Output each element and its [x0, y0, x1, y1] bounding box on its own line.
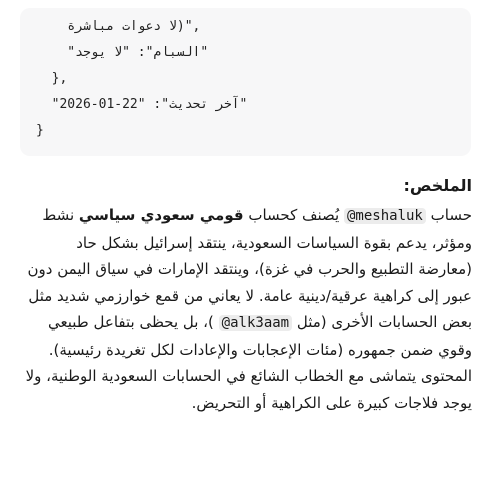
code-block [20, 8, 471, 156]
code-line: } [36, 123, 44, 138]
summary-section [20, 172, 472, 416]
summary-text: يُصنف كحساب [243, 206, 344, 224]
summary-heading: الملخص: [403, 176, 472, 195]
summary-text: نشط ومؤثر، يدعم بقوة السياسات السعودية، ينتقد إسرائيل بشكل حاد (معارضة التطبيع والحرب في غزة)، وينتقد الإمارات في سياق اليمن دون عبور إلى كراهية عرقية/دينية عامة. لا يعاني من قمع خوارزمي شديد مثل بعض الحسابات الأخرى (مثل [27, 206, 472, 331]
summary-paragraph [20, 202, 472, 416]
code-line: لا دعوات مباشرة)", [36, 19, 201, 34]
summary-bold-classification: قومي سعودي سياسي [78, 206, 244, 224]
code-line: "السبام": "لا يوجد" [36, 45, 209, 60]
code-line: "آخر تحديث": "22-01-2026" [36, 97, 248, 112]
summary-text: )، بل يحظى بتفاعل طبيعي وقوي ضمن جمهوره (مئات الإعجابات والإعادات لكل تغريدة رئيسية). المحتوى يتماشى مع الخطاب الشائع في الحسابات السعودية الوطنية، ولا يوجد فلاجات كبيرة على الكراهية أو التحريض. [25, 313, 472, 412]
mention-meshaluk[interactable]: @meshaluk [344, 208, 426, 224]
mention-alk3aam[interactable]: @alk3aam [219, 315, 292, 331]
summary-text: حساب [430, 206, 472, 224]
code-line: }, [36, 71, 68, 86]
